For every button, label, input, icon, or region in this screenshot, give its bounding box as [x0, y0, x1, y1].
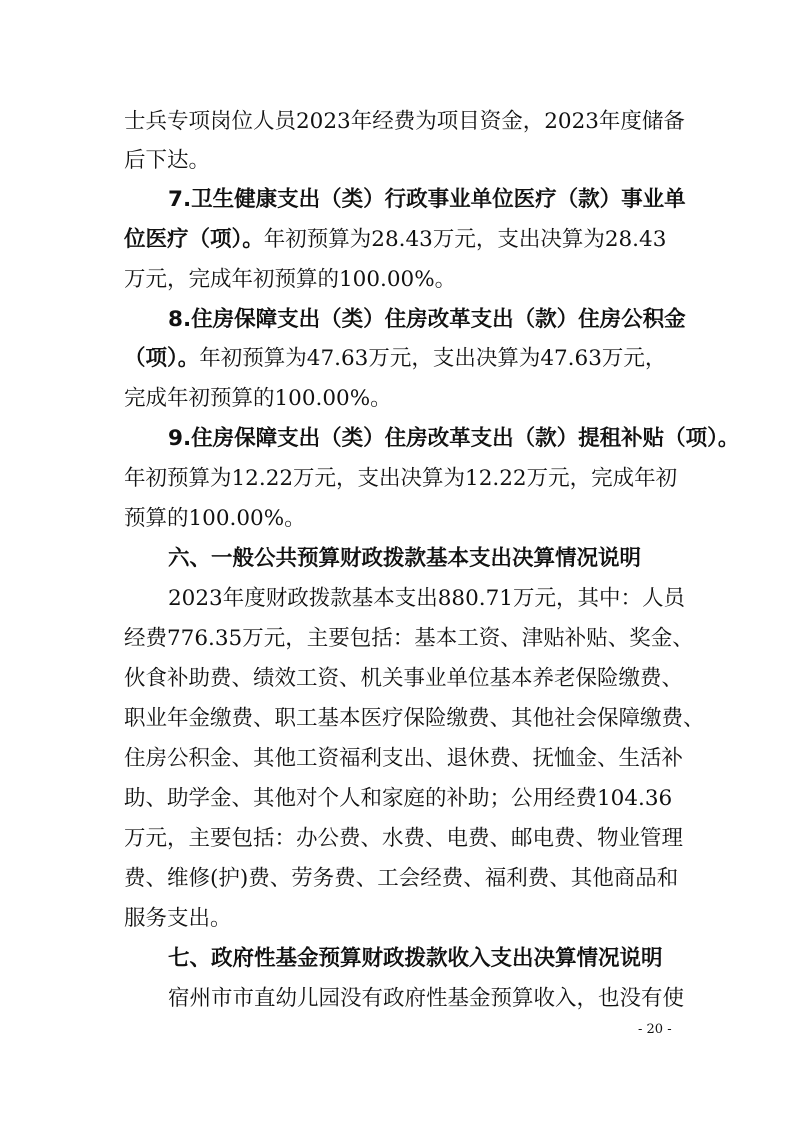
subheading-text: 位医疗（项）。: [124, 227, 264, 252]
paragraph-line: [124, 505, 306, 533]
subheading-line: [168, 425, 739, 453]
paragraph-line: [124, 705, 705, 733]
paragraph-line: [124, 147, 210, 175]
section-heading-text: 七、政府性基金预算财政拨款收入支出决算情况说明: [168, 946, 663, 971]
subheading-text: 8.住房保障支出（类）住房改革支出（款）住房公积金: [168, 307, 686, 332]
section-heading: [168, 545, 641, 573]
paragraph-line: [124, 905, 232, 933]
body-text: 完成年初预算的100.00%。: [124, 386, 392, 411]
body-text: 预算的100.00%。: [124, 506, 306, 531]
paragraph-line: [124, 345, 666, 373]
body-text: 万元，完成年初预算的100.00%。: [124, 267, 457, 292]
subheading-text: 9.住房保障支出（类）住房改革支出（款）提租补贴（项）。: [168, 426, 740, 451]
body-text: 住房公积金、其他工资福利支出、退休费、抚恤金、生活补: [124, 746, 684, 771]
body-text: 2023年度财政拨款基本支出880.71万元，其中：人员: [168, 586, 685, 611]
body-text: 年初预算为12.22万元，支出决算为12.22万元，完成年初: [124, 466, 678, 491]
body-text: 伙食补助费、绩效工资、机关事业单位基本养老保险缴费、: [124, 666, 684, 691]
paragraph-line: [124, 865, 678, 893]
body-text: 助、助学金、其他对个人和家庭的补助；公用经费104.36: [124, 786, 673, 811]
paragraph-line: [168, 985, 684, 1013]
body-text: 后下达。: [124, 148, 211, 173]
paragraph-line: [124, 825, 683, 853]
subheading-line: [168, 186, 686, 214]
paragraph-line: [124, 226, 666, 254]
body-text: 万元，主要包括：办公费、水费、电费、邮电费、物业管理: [124, 826, 684, 851]
body-text: 宿州市市直幼儿园没有政府性基金预算收入，也没有使: [168, 986, 685, 1011]
paragraph-line: [124, 108, 685, 136]
paragraph-line: [124, 465, 677, 493]
body-text: 士兵专项岗位人员2023年经费为项目资金，2023年度储备: [124, 109, 685, 134]
subheading-text: （项）。: [124, 346, 200, 371]
section-heading: [168, 945, 663, 973]
subheading-text: 7.卫生健康支出（类）行政事业单位医疗（款）事业单: [168, 187, 686, 212]
body-text: 年初预算为47.63万元，支出决算为47.63万元，: [199, 346, 667, 371]
paragraph-line: [124, 665, 683, 693]
paragraph-line: [124, 266, 456, 294]
body-text: 职业年金缴费、职工基本医疗保险缴费、其他社会保障缴费、: [124, 706, 705, 731]
body-text: 费、维修(护)费、劳务费、工会经费、福利费、其他商品和: [124, 866, 679, 891]
subheading-line: [168, 306, 686, 334]
section-heading-text: 六、一般公共预算财政拨款基本支出决算情况说明: [168, 546, 642, 571]
page-number: - 20 -: [638, 1022, 672, 1037]
paragraph-line: [124, 385, 392, 413]
body-text: 经费776.35万元，主要包括：基本工资、津贴补贴、奖金、: [124, 626, 694, 651]
paragraph-line: [124, 625, 694, 653]
paragraph-line: [124, 745, 683, 773]
body-text: 服务支出。: [124, 906, 232, 931]
body-text: 年初预算为28.43万元，支出决算为28.43: [263, 227, 667, 252]
paragraph-line: [168, 585, 685, 613]
paragraph-line: [124, 785, 672, 813]
